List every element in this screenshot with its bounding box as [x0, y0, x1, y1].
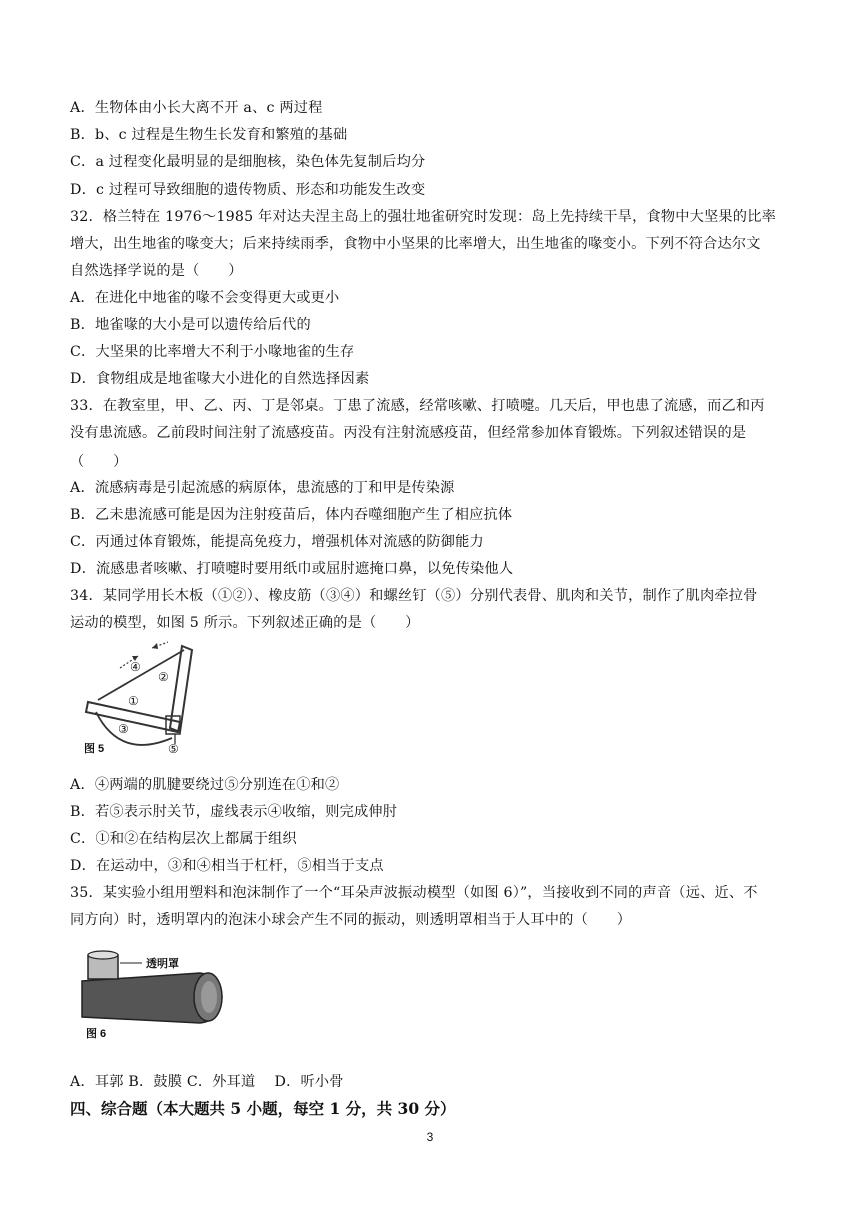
question-34-line2: 运动的模型，如图 5 所示。下列叙述正确的是（ ）	[70, 615, 420, 631]
option-33d: D．流感患者咳嗽、打喷嚏时要用纸巾或屈肘遮掩口鼻，以免传染他人	[70, 561, 514, 577]
option-35: A．耳郭 B．鼓膜 C．外耳道 D．听小骨	[70, 1074, 344, 1090]
fig5-label-5: ⑤	[168, 742, 179, 756]
option-31a: A．生物体由小长大离不开 a、c 两过程	[70, 100, 323, 116]
option-32c: C．大坚果的比率增大不利于小喙地雀的生存	[70, 344, 355, 360]
option-31d: D．c 过程可导致细胞的遗传物质、形态和功能发生改变	[70, 182, 426, 198]
fig6-caption: 图 6	[86, 1028, 107, 1040]
question-33-line2: 没有患流感。乙前段时间注射了流感疫苗。丙没有注射流感疫苗，但经常参加体育锻炼。下列叙述错误的是	[70, 425, 747, 441]
question-35-line2: 同方向）时，透明罩内的泡沫小球会产生不同的振动，则透明罩相当于人耳中的（ ）	[70, 912, 632, 928]
option-34d: D．在运动中，③和④相当于杠杆，⑤相当于支点	[70, 858, 384, 874]
page-number: 3	[426, 1130, 434, 1144]
option-33c: C．丙通过体育锻炼，能提高免疫力，增强机体对流感的防御能力	[70, 534, 484, 550]
question-32-line1: 32．格兰特在 1976～1985 年对达夫涅主岛上的强壮地雀研究时发现：岛上先持续干旱，食物中大坚果的比率	[70, 209, 776, 225]
question-33-line1: 33．在教室里，甲、乙、丙、丁是邻桌。丁患了流感，经常咳嗽、打喷嚏。几天后，甲也患了流感，而乙和丙	[70, 398, 765, 414]
option-34b: B．若⑤表示肘关节，虚线表示④收缩，则完成伸肘	[70, 804, 398, 820]
option-32a: A．在进化中地雀的喙不会变得更大或更小	[70, 290, 340, 306]
option-32d: D．食物组成是地雀喙大小进化的自然选择因素	[70, 371, 370, 387]
fig6-label: 透明罩	[146, 958, 179, 970]
section-heading: 四、综合题（本大题共 5 小题，每空 1 分，共 30 分）	[70, 1099, 456, 1118]
question-34-line1: 34．某同学用长木板（①②）、橡皮筋（③④）和螺丝钉（⑤）分别代表骨、肌肉和关节，制作了肌肉牵拉骨	[70, 588, 758, 604]
option-31c: C．a 过程变化最明显的是细胞核，染色体先复制后均分	[70, 154, 426, 170]
question-32-line3: 自然选择学说的是（ ）	[70, 263, 243, 279]
fig5-caption: 图 5	[84, 743, 105, 755]
fig5-label-4: ④	[130, 660, 141, 674]
question-33-line3: （ ）	[70, 454, 128, 470]
question-35-line1: 35．某实验小组用塑料和泡沫制作了一个“耳朵声波振动模型（如图 6）”，当接收到不同的声音（远、近、不	[70, 885, 758, 901]
figure-6	[80, 945, 230, 1045]
option-33b: B．乙未患流感可能是因为注射疫苗后，体内吞噬细胞产生了相应抗体	[70, 507, 513, 523]
option-32b: B．地雀喙的大小是可以遗传给后代的	[70, 317, 311, 333]
option-34c: C．①和②在结构层次上都属于组织	[70, 831, 297, 847]
fig5-label-3: ③	[118, 722, 129, 736]
option-34a: A．④两端的肌腱要绕过⑤分别连在①和②	[70, 777, 340, 793]
option-31b: B．b、c 过程是生物生长发育和繁殖的基础	[70, 127, 348, 143]
fig5-label-1: ①	[128, 694, 139, 708]
option-33a: A．流感病毒是引起流感的病原体，患流感的丁和甲是传染源	[70, 480, 455, 496]
figure-5	[80, 640, 200, 760]
question-32-line2: 增大，出生地雀的喙变大；后来持续雨季，食物中小坚果的比率增大，出生地雀的喙变小。下列不符合达尔文	[70, 236, 761, 252]
fig5-label-2: ②	[158, 670, 169, 684]
